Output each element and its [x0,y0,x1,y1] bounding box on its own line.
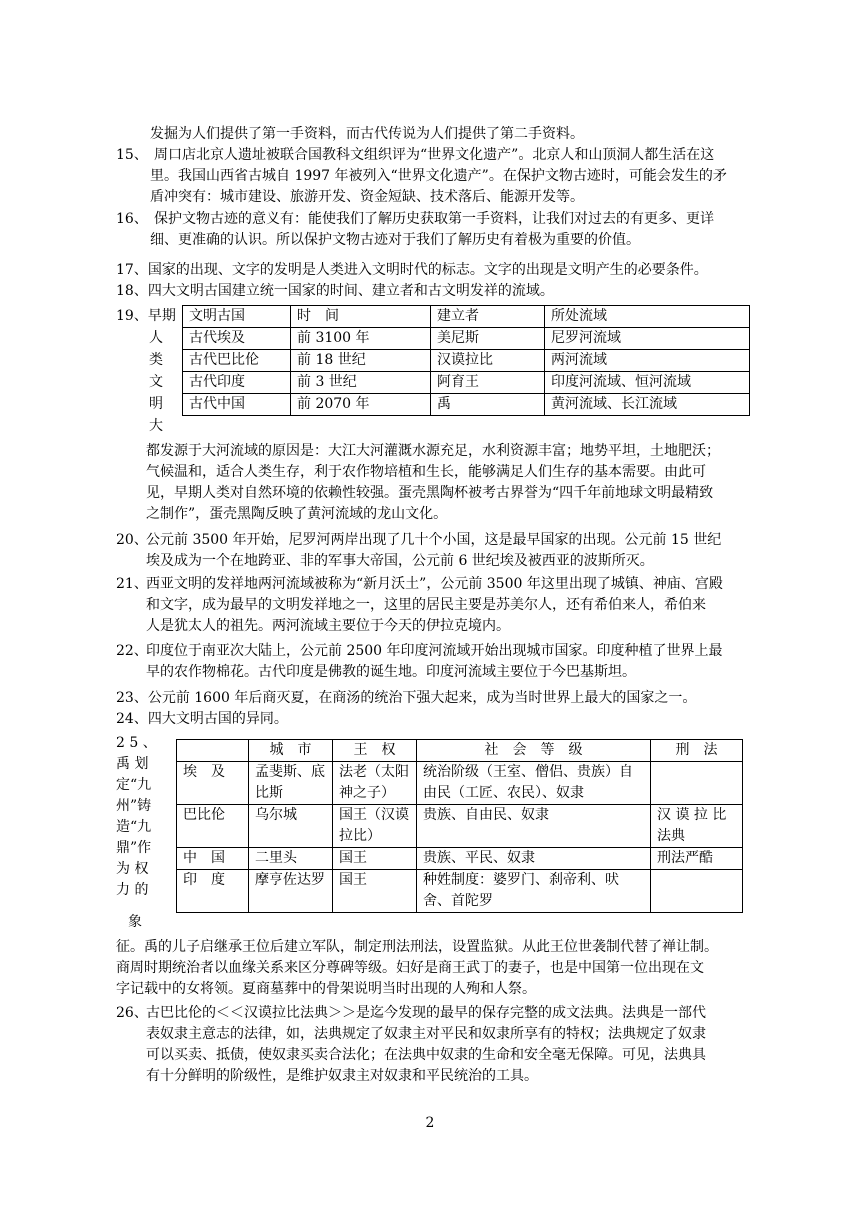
page-number: 2 [425,1115,435,1131]
side-text: 象 [128,914,142,930]
table-cell: 种姓制度：婆罗门、刹帝利、吠舍、首陀罗 [417,870,651,913]
table-cell: 古代埃及 [183,328,291,350]
table-cell: 刑法严酷 [651,848,743,870]
table-cell: 孟斐斯、底比斯 [249,762,333,805]
item-text-line: 细、更准确的认识。所以保护文物古迹对于我们了解历史有着极为重要的价值。 [150,232,640,248]
table-row [183,328,750,350]
side-text: 州”铸 [116,798,152,814]
table-cell: 贵族、平民、奴隶 [417,848,651,870]
header-cell: 建立者 [431,306,545,328]
table-cell: 巴比伦 [177,805,249,848]
vertical-char: 文 [149,374,163,390]
table-cell: 阿育王 [431,372,545,394]
item-text-line: 盾冲突有：城市建设、旅游开发、资金短缺、技术落后、能源开发等。 [150,189,584,205]
table-cell: 两河流域 [545,350,750,372]
table-cell: 二里头 [249,848,333,870]
header-cell: 时 间 [291,306,431,328]
item-text-line: 印度位于南亚次大陆上，公元前 2500 年印度河流域开始出现城市国家。印度种植了世界上最 [146,643,723,659]
item-text-line: 保护文物古迹的意义有：能使我们了解历史获取第一手资料，让我们对过去的有更多、更详 [154,211,714,227]
vertical-char: 类 [149,352,163,368]
table-cell: 中 国 [177,848,249,870]
header-cell: 文明古国 [183,306,291,328]
header-cell: 所处流域 [545,306,750,328]
item-number: 26、 [116,1005,148,1021]
side-text: 禹 划 [116,756,149,772]
item-number: 22、 [116,643,148,659]
table-cell: 国王 [333,870,417,913]
item-text-line: 可以买卖、抵债，使奴隶买卖合法化；在法典中奴隶的生命和安全毫无保障。可见，法典具 [146,1047,706,1063]
item-number: 20、 [116,532,148,548]
table-cell: 贵族、自由民、奴隶 [417,805,651,848]
table-cell: 摩亨佐达罗 [249,870,333,913]
table-cell: 统治阶级（王室、僧侣、贵族）自由民（工匠、农民）、奴隶 [417,762,651,805]
list-item-18: 18、四大文明古国建立统一国家的时间、建立者和古文明发祥的流域。 [116,283,554,299]
item-text-line: 早的农作物棉花。古代印度是佛教的诞生地。印度河流域主要位于今巴基斯坦。 [146,664,636,680]
table-cell: 国王（汉谟拉比） [333,805,417,848]
text-line: 之制作”，蛋壳黑陶反映了黄河流域的龙山文化。 [146,506,448,522]
table-row [177,870,743,913]
text-line: 都发源于大河流域的原因是：大江大河灌溉水源充足，水利资源丰富；地势平坦，土地肥沃； [146,443,720,459]
item-text-line: 周口店北京人遗址被联合国教科文组织评为“世界文化遗产”。北京人和山顶洞人都生活在这 [154,147,715,163]
table-cell: 前 3 世纪 [291,372,431,394]
table-cell: 尼罗河流域 [545,328,750,350]
table-cell: 汉 谟 拉 比法典 [651,805,743,848]
table-cell: 黄河流域、长江流域 [545,394,750,416]
table-cell: 古代中国 [183,394,291,416]
table-header-row [183,306,750,328]
item-number: 15、 [116,147,148,163]
table-row [177,848,743,870]
table-cell: 禹 [431,394,545,416]
table-cell: 法老（太阳神之子） [333,762,417,805]
table-row [183,350,750,372]
civilizations-table [182,305,750,416]
table-cell: 印度河流域、恒河流域 [545,372,750,394]
side-text: 为 权 [116,861,149,877]
side-text: 鼎”作 [116,840,152,856]
text-line: 字记载中的女将领。夏商墓葬中的骨架说明当时出现的人殉和人祭。 [116,981,536,997]
item-number: 21、 [116,576,148,592]
item-text-line: 埃及成为一个在地跨亚、非的军事大帝国，公元前 6 世纪埃及被西亚的波斯所灭。 [146,553,654,569]
list-item-17: 17、国家的出现、文字的发明是人类进入文明时代的标志。文字的出现是文明产生的必要条件。 [116,262,708,278]
side-text: 2 5 、 [116,735,157,751]
header-cell: 王 权 [333,740,417,762]
side-text: 力 的 [116,882,149,898]
header-cell: 刑 法 [651,740,743,762]
table-cell: 印 度 [177,870,249,913]
table-cell: 汉谟拉比 [431,350,545,372]
item-text-line: 表奴隶主意志的法律，如，法典规定了奴隶主对平民和奴隶所享有的特权；法典规定了奴隶 [146,1026,706,1042]
header-cell: 社 会 等 级 [417,740,651,762]
item-19-lead: 19、早期 [116,308,176,324]
table-cell: 前 2070 年 [291,394,431,416]
item-number: 16、 [116,211,148,227]
item-text-line: 有十分鲜明的阶级性，是维护奴隶主对奴隶和平民统治的工具。 [146,1068,538,1084]
table-header-row [177,740,743,762]
table-row [177,805,743,848]
table-row [183,372,750,394]
side-text: 定“九 [116,777,152,793]
item-text-line: 里。我国山西省古城自 1997 年被列入“世界文化遗产”。在保护文物古迹时，可能会发生的矛 [150,168,727,184]
table-cell [651,870,743,913]
text-line: 见，早期人类对自然环境的依赖性较强。蛋壳黑陶杯被考古界誉为“四千年前地球文明最精致 [146,485,714,501]
text-line: 发掘为人们提供了第一手资料，而古代传说为人们提供了第二手资料。 [150,126,584,142]
table-cell: 前 3100 年 [291,328,431,350]
table-cell: 国王 [333,848,417,870]
table-cell: 古代印度 [183,372,291,394]
table-cell: 美尼斯 [431,328,545,350]
table-row [177,762,743,805]
table-cell: 古代巴比伦 [183,350,291,372]
item-text-line: 古巴比伦的＜＜汉谟拉比法典＞＞是迄今发现的最早的保存完整的成文法典。法典是一部代 [146,1005,706,1021]
item-text-line: 人是犹太人的祖先。两河流域主要位于今天的伊拉克境内。 [146,618,510,634]
vertical-char: 人 [149,330,163,346]
vertical-char: 大 [149,418,163,434]
side-text: 造“九 [116,819,152,835]
vertical-char: 明 [149,396,163,412]
table-row [183,394,750,416]
item-text-line: 和文字，成为最早的文明发祥地之一，这里的居民主要是苏美尔人，还有希伯来人，希伯来 [146,597,706,613]
item-text-line: 公元前 3500 年开始，尼罗河两岸出现了几十个小国，这是最早国家的出现。公元前 15 世纪 [146,532,722,548]
text-line: 征。禹的儿子启继承王位后建立军队，制定刑法刑法，设置监狱。从此王位世袭制代替了禅让制。 [116,939,718,955]
item-text-line: 西亚文明的发祥地两河流域被称为“新月沃土”，公元前 3500 年这里出现了城镇、神庙、宫殿 [146,576,723,592]
header-cell [177,740,249,762]
table-cell: 埃 及 [177,762,249,805]
list-item-23: 23、公元前 1600 年后商灭夏，在商汤的统治下强大起来，成为当时世界上最大的国家之一。 [116,690,697,706]
table-cell: 乌尔城 [249,805,333,848]
comparison-table [176,739,743,913]
text-line: 商周时期统治者以血缘关系来区分尊碑等级。妇好是商王武丁的妻子，也是中国第一位出现在文 [116,960,704,976]
list-item-24: 24、四大文明古国的异同。 [116,711,288,727]
table-cell [651,762,743,805]
table-cell: 前 18 世纪 [291,350,431,372]
header-cell: 城 市 [249,740,333,762]
text-line: 气候温和，适合人类生存，利于农作物培植和生长，能够满足人们生存的基本需要。由此可 [146,464,706,480]
